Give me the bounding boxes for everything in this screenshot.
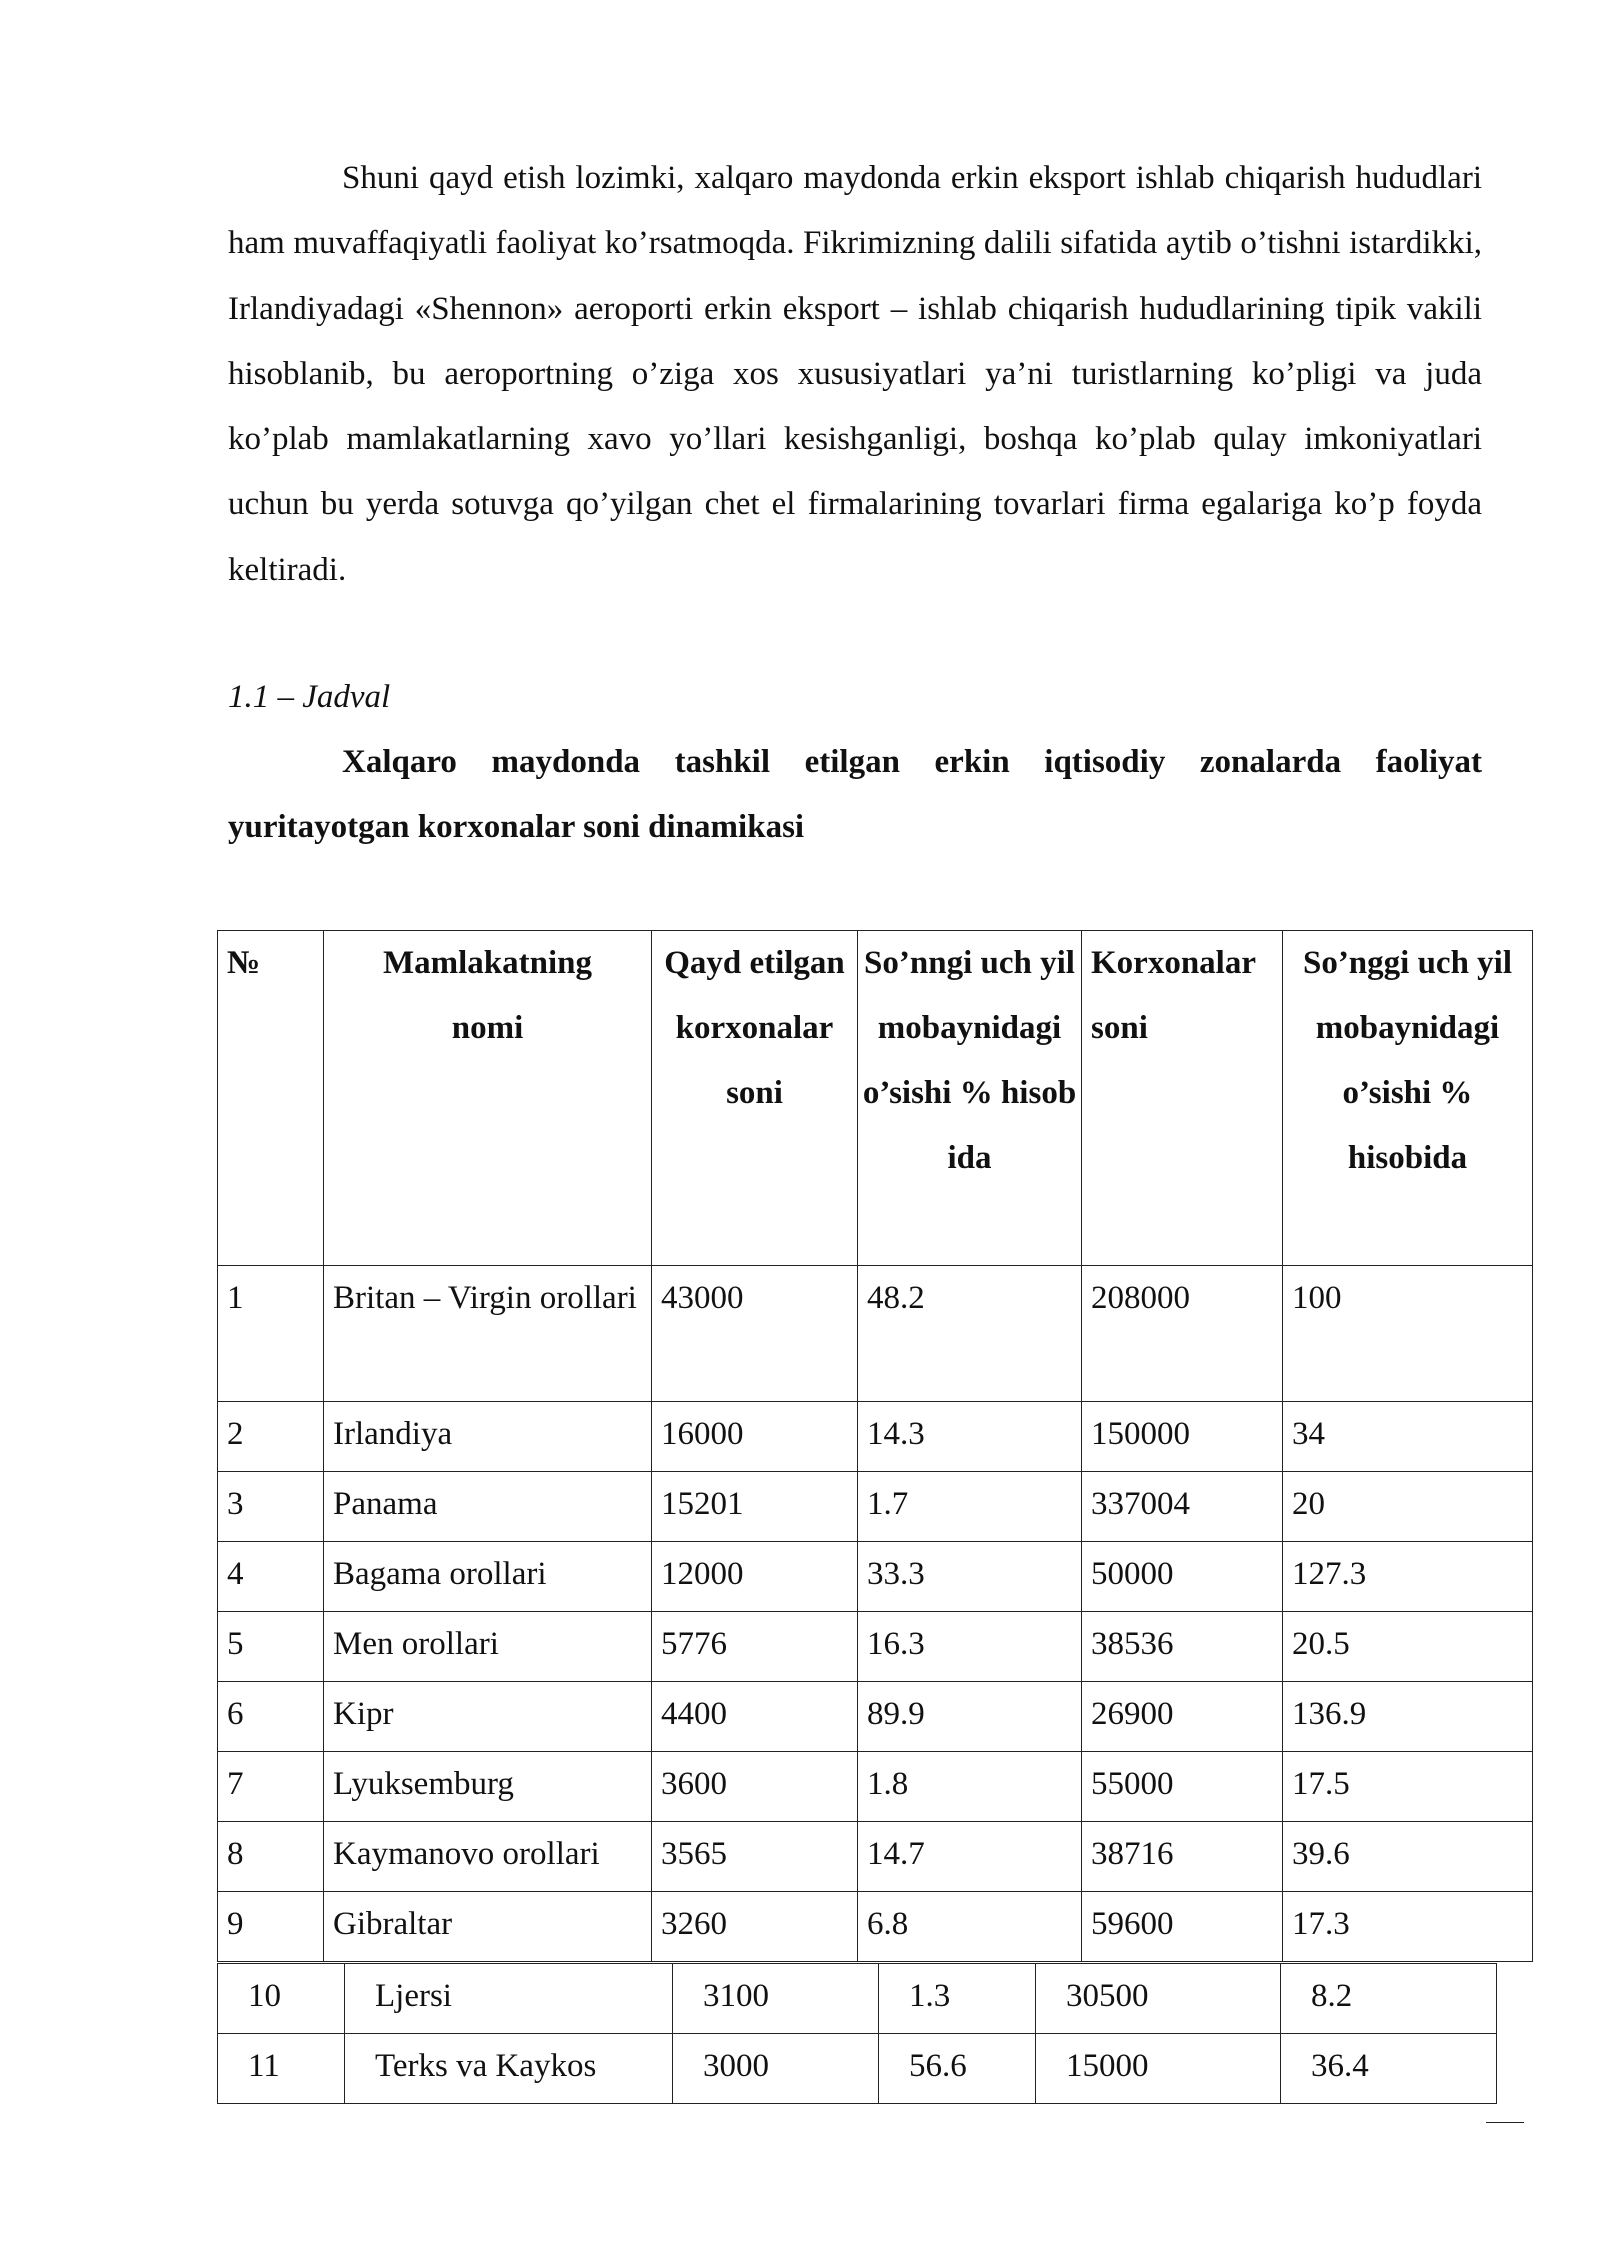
table-row (218, 1472, 1533, 1542)
cell-registered: 3260 (652, 1892, 858, 1962)
header-number: № (218, 931, 324, 1266)
cell-registered: 5776 (652, 1612, 858, 1682)
cell-growth: 1.7 (858, 1472, 1082, 1542)
data-table (217, 930, 1533, 1962)
table-title: Xalqaro maydonda tashkil etilgan erkin iqtisodiy zonalarda faoliyat yuritayotgan korxonalar soni dinamikasi (228, 744, 1482, 846)
header-registered-companies: Qayd etilgan korxonalar soni (652, 931, 858, 1266)
cell-growth: 89.9 (858, 1682, 1082, 1752)
table-row (218, 1266, 1533, 1402)
header-companies: Korxonalar soni (1082, 931, 1283, 1266)
cell-growth-2: 39.6 (1283, 1822, 1533, 1892)
cell-registered: 3000 (673, 2034, 879, 2104)
table-row (218, 1822, 1533, 1892)
cell-country: Bagama orollari (324, 1542, 652, 1612)
cell-growth: 14.3 (858, 1402, 1082, 1472)
cell-number: 9 (218, 1892, 324, 1962)
cell-registered: 15201 (652, 1472, 858, 1542)
cell-number: 2 (218, 1402, 324, 1472)
cell-companies: 50000 (1082, 1542, 1283, 1612)
cell-number: 11 (218, 2034, 345, 2104)
cell-country: Kipr (324, 1682, 652, 1752)
cell-growth: 33.3 (858, 1542, 1082, 1612)
cell-growth: 56.6 (879, 2034, 1036, 2104)
cell-registered: 43000 (652, 1266, 858, 1402)
cell-country: Panama (324, 1472, 652, 1542)
cell-number: 10 (218, 1964, 345, 2034)
cell-growth-2: 20.5 (1283, 1612, 1533, 1682)
cell-growth: 14.7 (858, 1822, 1082, 1892)
cell-number: 5 (218, 1612, 324, 1682)
table-row (218, 1402, 1533, 1472)
table-row (218, 1752, 1533, 1822)
cell-registered: 3100 (673, 1964, 879, 2034)
cell-growth: 16.3 (858, 1612, 1082, 1682)
cell-growth-2: 20 (1283, 1472, 1533, 1542)
body-paragraph: Shuni qayd etish lozimki, xalqaro maydonda erkin eksport ishlab chiqarish hududlari ham muvaffaqiyatli faoliyat ko’rsatmoqda. Fikrimizning dalili sifatida aytib o’tishni istardikki, Irlandiyadagi «Shennon» aeroporti erkin eksport – ishlab chiqarish hududlarining tipik vakili hisoblanib, bu aeroportning o’ziga xos xususiyatlari ya’ni turistlarning ko’pligi va juda ko’plab mamlakatlarning xavo yo’llari kesishganligi, boshqa ko’plab qulay imkoniyatlari uchun bu yerda sotuvga qo’yilgan chet el firmalarining tovarlari firma egalariga ko’p foyda keltiradi. (228, 160, 1482, 588)
table-row (218, 1612, 1533, 1682)
cell-companies: 15000 (1036, 2034, 1281, 2104)
cell-growth-2: 100 (1283, 1266, 1533, 1402)
cell-country: Kaymanovo orollari (324, 1822, 652, 1892)
cell-companies: 38536 (1082, 1612, 1283, 1682)
cell-companies: 208000 (1082, 1266, 1283, 1402)
table-row (218, 1682, 1533, 1752)
cell-growth: 1.8 (858, 1752, 1082, 1822)
cell-growth-2: 127.3 (1283, 1542, 1533, 1612)
cell-companies: 38716 (1082, 1822, 1283, 1892)
cell-number: 6 (218, 1682, 324, 1752)
table-row (218, 1964, 1497, 2034)
table-caption: 1.1 – Jadval (228, 679, 391, 715)
cell-growth-2: 136.9 (1283, 1682, 1533, 1752)
cell-country: Men orollari (324, 1612, 652, 1682)
table-edge-line (1486, 2122, 1524, 2123)
table-header-row (218, 931, 1533, 1266)
cell-companies: 26900 (1082, 1682, 1283, 1752)
header-growth-3y: So’nngi uch yil mobaynidagi o’sishi % hisobida (858, 931, 1082, 1266)
cell-growth-2: 8.2 (1281, 1964, 1497, 2034)
cell-companies: 337004 (1082, 1472, 1283, 1542)
cell-growth-2: 36.4 (1281, 2034, 1497, 2104)
cell-registered: 4400 (652, 1682, 858, 1752)
cell-growth-2: 17.3 (1283, 1892, 1533, 1962)
cell-country: Lyuksemburg (324, 1752, 652, 1822)
header-growth-3y-2: So’nggi uch yil mobaynidagi o’sishi % hisobida (1283, 931, 1533, 1266)
cell-companies: 59600 (1082, 1892, 1283, 1962)
cell-growth: 6.8 (858, 1892, 1082, 1962)
data-table-tail (217, 1963, 1497, 2104)
cell-companies: 55000 (1082, 1752, 1283, 1822)
cell-growth-2: 17.5 (1283, 1752, 1533, 1822)
table-row (218, 2034, 1497, 2104)
cell-number: 3 (218, 1472, 324, 1542)
cell-number: 8 (218, 1822, 324, 1892)
cell-registered: 16000 (652, 1402, 858, 1472)
cell-country: Gibraltar (324, 1892, 652, 1962)
cell-growth: 48.2 (858, 1266, 1082, 1402)
cell-registered: 3565 (652, 1822, 858, 1892)
cell-number: 1 (218, 1266, 324, 1402)
cell-companies: 30500 (1036, 1964, 1281, 2034)
cell-country: Ljersi (345, 1964, 673, 2034)
table-row (218, 1542, 1533, 1612)
cell-growth-2: 34 (1283, 1402, 1533, 1472)
cell-registered: 12000 (652, 1542, 858, 1612)
cell-country: Irlandiya (324, 1402, 652, 1472)
cell-companies: 150000 (1082, 1402, 1283, 1472)
cell-country: Britan – Virgin orollari (324, 1266, 652, 1402)
cell-number: 4 (218, 1542, 324, 1612)
cell-number: 7 (218, 1752, 324, 1822)
table-row (218, 1892, 1533, 1962)
cell-registered: 3600 (652, 1752, 858, 1822)
cell-growth: 1.3 (879, 1964, 1036, 2034)
header-country: Mamlakatning nomi (324, 931, 652, 1266)
cell-country: Terks va Kaykos (345, 2034, 673, 2104)
